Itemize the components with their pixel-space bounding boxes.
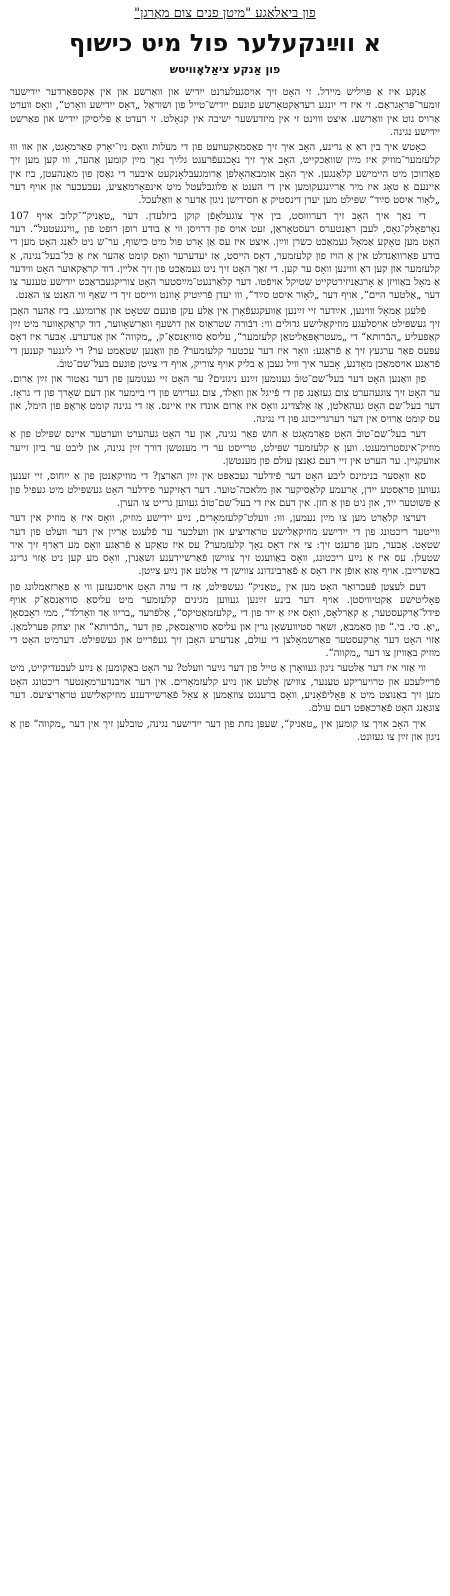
article-title: א ווײַנקעלער פול מיט כישוף bbox=[69, 29, 381, 57]
paragraph: פֿלעגן אַמאָל וווינען, אײַדער זיי זײַנען אַוועקגעפֿאָרן אין אַלע עקן פונעם שטאָט און אַרומיגע. ביז אַהער האָבן זיך געשפּילט אויסלעגע מוזיקאַלישע גדולים ווי: דבֿורה שטראַוס און דושעף וואַרשאָווער, דוד קראַקאָווער מיט זײַן קאַפעליע „הבֿרותא“ די „מעטראָפּאַליטאַן קלעזמער“, עליסאַ סוויאַנסאַ־ק, „מקווה“ און אַנדערע. אָבער איז דאָס עפּעס פאַר ערגעץ זיך אַ פֿראַגע: וואָר איז דער עכטער קלעזמער? פון וואַנען שטאַמט ער? די ליגנער קענען די פֿראַגע אויסמאַכן מאָדנע, אָבער איך וויל געבן אַ בליק אויף צוריק, אויף די צײַטן פונעם בעל־שם־טובֿ. bbox=[10, 305, 440, 370]
paragraph: ווי אַזוי איז דער אַלטער ניגון געוואָרן אַ טייל פון דער נײַער וועלט? ער האָט באַקומען אַ נײַע לעבעדיקייט, מיט פֿרײלעכע און טרויעריקע טענער, צווישן אַלטע און נײַע קלעזמאָרים. אין דער אויבנדערמאָנטער ריכטונג האָט מען זיך באַנוצט מיט אַ פּאָליפֿאָניע, וואָס ברענגט צוזאַמען אַ צאָל פֿאַרשיידענע מוזיקאַלישע טראַדיציעס. דער צוגאַנג האָט פֿאַרכאַפּט דעם עולם. bbox=[10, 663, 440, 715]
paragraph: דערצו קלאַרט מען צו מײַן נעמען, ווו: וועלט־קלעזמאָרים, נײַע ייִדישע מוזיק, וואָס איז אַ מוזיק אין דער ווייטער ריכטונג פון די ייִדישע מוזיקאַלישע טראַדיציע און וועלכער ער פֿלעגט אַרײַן אין דער וועלט פון דער שטאָט. אָבער, מען פרעגט זיך: צי איז דאָס נאָך קלעזמער? עס איז טאַקע אַ פֿראַגע וואָס מע דאַרף זיך איר שטעלן. עס איז אַ נײַע ריכטונג, וואָס באַוועגט זיך צווישן פֿאַרשיידענע זשאַנרן, וואָס מע קען ניט אַזוי גרינג באַשרײַבן. אויף אַזאַ אופֿן איז דאָס אַ פֿאַרבינדונג צווישן די אַלטע און נײַע צײַטן. bbox=[10, 513, 440, 578]
paragraph: כאָטש איך בין דאַ אַ גרינע, האָב איך זיך פאַסמאָקעוועט פון די מעלות וואָס ניו־יאָרק פאַרמאָגט, און אוו וווּ קלעזמער־מוזיק איז מײַן שוואַכקייט, האָב איך זיך נאָכגעפֿרעגט גלײַך נאָך מײַן קומען אַהער, ווו קען מען זיך פאַרזוכן מיט היימישע קלאַנגען. איך האָב אומבאַהאָלפן אַרומגעבלאָנקעט איבער די גאַסן פון מאַנהעטן, ביז אין איינעם אַ טאָג איז מיר אַרײַנגעקומען אין די הענט אַ פלוגבלעטל מיט אינפאָרמאַציע, נעבעכער און אויף דער „לאָור איסט סײַד“ שפּילט מען יעדן דינסטיק אַ חסידישן ניגון אַדער אַ וואַלעכל. bbox=[10, 142, 440, 207]
author-byline: פון אַנקע ציאַלאָוויטש bbox=[169, 63, 281, 76]
paragraph: פון וואַנען האָט דער בעל־שם־טובֿ גענומען זײַנע ניגונים? ער האָט זיי גענומען פון דער נאַטור און זײַן אַרום. ער האָט זיך צוגעהערט צום געזאַנג פון די פֿייגל און וואַלד, צום געריוש פון די בײמער און דעם שאָרך פון די גראָז. דער בעל־שם האָט געהאַלטן, אַז אַלצדינג וואָס איז אַרום אונדז איז איינס. אַז די נגינה קומט אַראָפּ פון הימל, און עס קומט אַרויס אין דער דערגרייכונג פון די נגינה. bbox=[10, 374, 440, 426]
paragraph: איך האָב אויך צו קומען אין „טאַניק“, שעפּן נחת פון דער ייִדישער נגינה, טובלען זיך אין דער „מקווה“ פון אַ ניגון און זײַן צו געזונט. bbox=[10, 718, 440, 743]
article-body bbox=[10, 86, 440, 744]
paragraph: סאַ וואָסער בנימינס ליבע האָט דער פֿידלער געכאַפּט אין זײַן האַרצן? די מוזיקאַנטן פון אַ ייִחוס, זיי זענען געווען פראַסטע ייִדן, אָרעמע קלאַסיקער און מלאכה־טוער. דער דאָזיקער פידלער האָט געשפּילט מיט געפיל פון אַ פּשוטער ייִד, און ניט פון אַ חזן. אין דעם איז די בעל־שם־טובֿ געווען גרייט צו הערן. bbox=[10, 471, 440, 509]
paragraph: די נאַך איך האָב זיך דערוווּסט, בין איך צוגעלאָפֿן קוקן ביזלעדן. דער „טאַניק“־קלוב אויף 107 נאָרפאָלק־גאָס, לעבן ראַנטערס רעסטאָראַן, זעט אויס פון דרויסן ווי אַ בודע רופן רופט פון „ווינגעטעל“. דער האָט מען טאָקע אַמאָל געמאַכט כשרן ווײַן. איצט איז עס אַן אָרט פול מיט כישוף, ער־ש ניט לאַנג האָט מען די בודע פאַרוואַנדלט אין אַ הויז פון קלעזמער, דאָס הייסט, אַז יעדערער וואָס קומט אַהער איז אַ כּל־בעל־נגינה, אַ קלעזמער און קען דאָ וווינען וואָס ער קען. די זאַך האָט זיך ניט געמאַכט פון זיך אליין. דוד קראַקאוער האָט ווידער אַ מאָל באַוויזן אַ אָרגאַניזירטקייט שטיקל אויפֿטו. דער קלאַרנעט־מײַסטער האָט צוריקגעבראַכט ייִדישע טענער צו דער „אַלטער הײם“, אויף דער „לאָור איסט סײַד“, ווו יעדן פֿרײַטיק אָוונט ווייסט זיך די שאַף ווי האַנט צו האַנט. bbox=[10, 210, 440, 302]
paragraph: אַנקע איז אַ פּויליש מיידל. זי האָט זיך אויסגעלערנט ייִדיש און וואַרשע און אין אַקספּאַרדער ייִדישער זומער־פּראָגראַם. זי איז די יונגע רעדאַקטאָרשע פונעם ייִדיש־טייל פון ושוראַל „דאָס ייִדישע וואָרט“, וואָס ווערט אַרויס גוט אין וואַרשע. איצט וווינט זי אין מיזדעשער ישיבה אין קנאָלט. זי רעדט אַ פּליסיקן ייִדיש און פאַרשט ייִדישע נגינה. bbox=[10, 87, 440, 138]
paragraph: דער בעל־שם־טובֿ האָט פאַרמאָגט אַ חוש פאַר נגינה, און ער האָט געהערט ווערטער איינס שפּילט פון אַ מוזיק־אינסטרומענט. ווען אַ קלעזמער שפּילט, טרייסט ער די מענטשן דורך זײַן נגינה, און ליבט ער ביזן זייער אוועקגיין. ער הערט אין זיי דעם גאַנצן עולם פון מענטשן. bbox=[10, 429, 440, 468]
source-line: פון ביאַלאַגע "מיטן פנים צום מאָרגן" bbox=[134, 6, 316, 21]
paragraph: דעם לעצטן פֿעברואַר האָט מען אין „טאַניק“ געשפּילט, אַז די עדה האָט אויסגעזען ווי אַ פאַרזאַמלונג פון פּאָליטישע אַקטיוויסטן. אויף דער בינע זײַנען געווען מגינים קלעזמער מיט עליסאַ סוויאַנסאַ־ק אויף פידל־אַרקעסטער, אַ קאַרלאָס, וואָס איז אַ ייִד פון די „קלעזמאַטיקס“, אַלפֿרעד „בריוו אַד וואָרלד“, ממי ראָבסאָן „יאָ. סי. בי.“ פון סאַמבאַ, זשאַר סטיוועשאָן גרין און עליסאַ סוויאַנסאַק, פון דער „הבֿרותא“ און יצחק פּערלמאַן. אַזוי האָט דער אָרקעסטער פאַרשמאָלצן די עולם, אַנדערע האָבן זיך געפֿרייט און געשפּילט. דערמיט האָט די מוזיק באַוויזן צו דער „מקווה“. bbox=[10, 581, 440, 660]
